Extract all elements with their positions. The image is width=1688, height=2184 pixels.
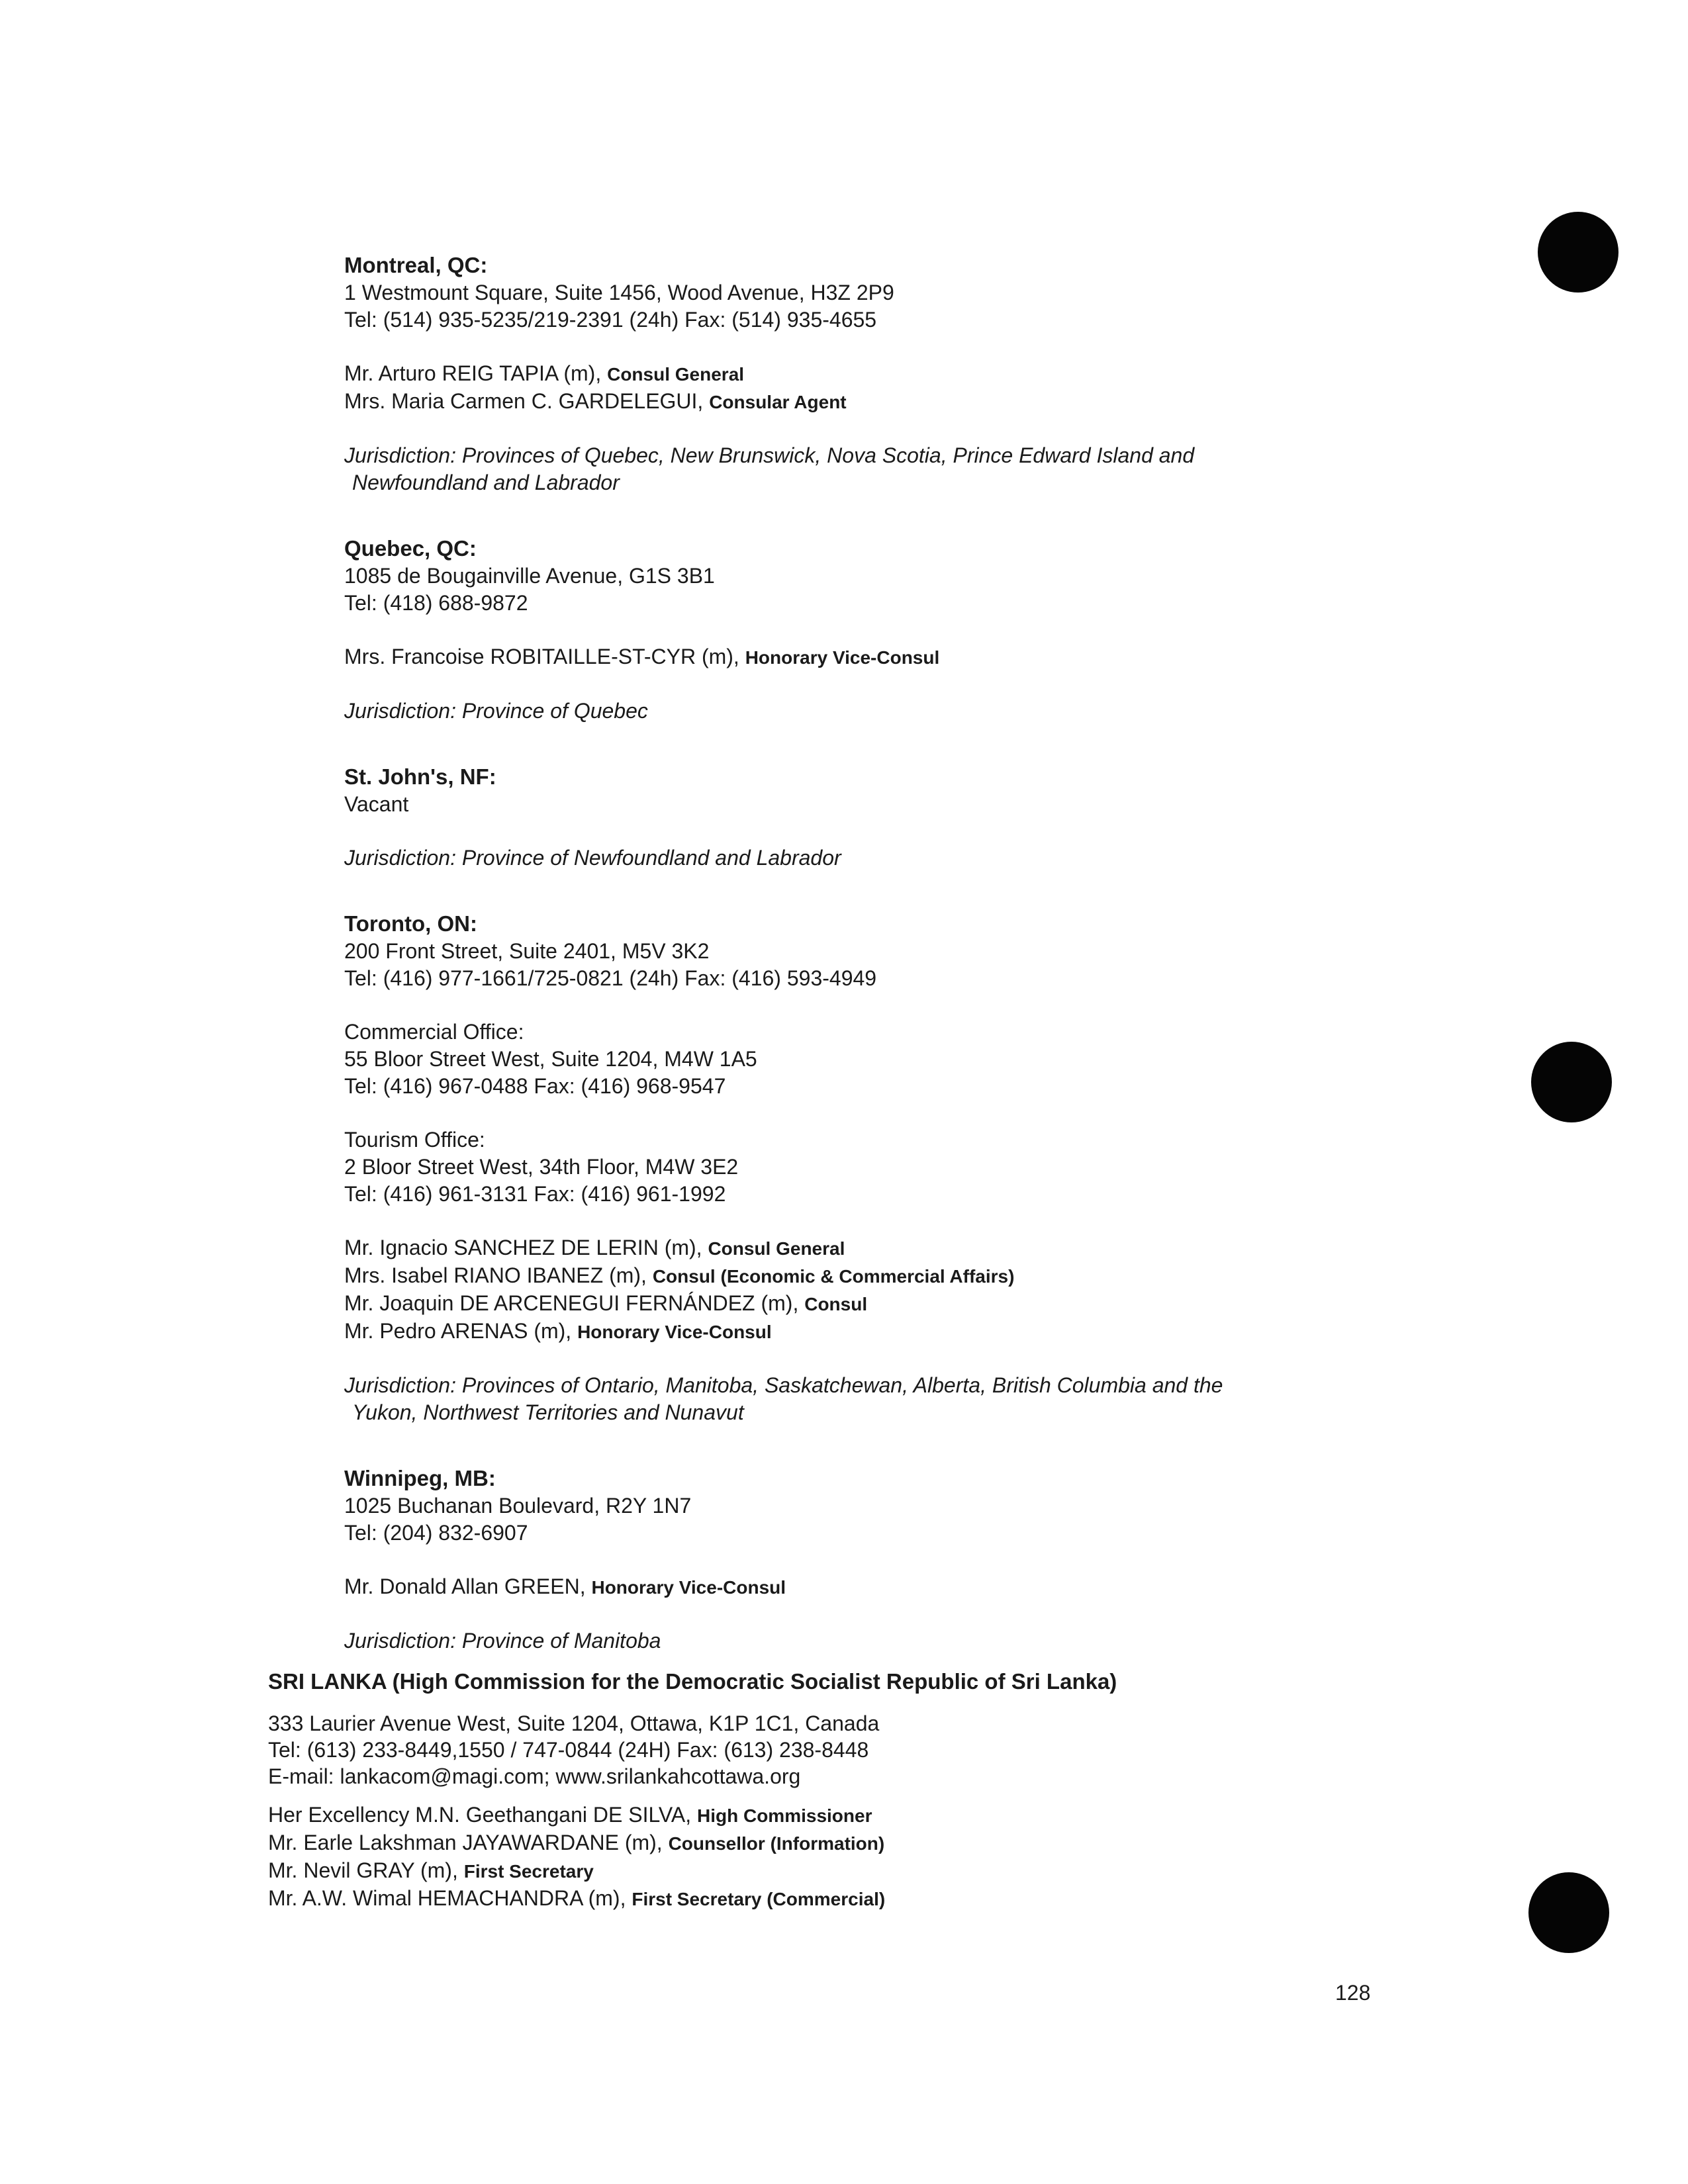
- officer-title: First Secretary: [463, 1861, 594, 1882]
- country-heading: SRI LANKA (High Commission for the Democratic Socialist Republic of Sri Lanka): [268, 1669, 1117, 1694]
- address-line: 1025 Buchanan Boulevard, R2Y 1N7: [344, 1494, 692, 1518]
- email-line: E-mail: lankacom@magi.com; www.srilankahcottawa.org: [268, 1764, 801, 1788]
- officer-name: Mr. Nevil GRAY (m),: [268, 1858, 464, 1882]
- office-quebec: [344, 535, 1470, 725]
- commercial-office-label: Commercial Office:: [344, 1020, 524, 1044]
- binder-hole: [1528, 1872, 1609, 1953]
- officer-list: [344, 1234, 1470, 1345]
- jurisdiction: [344, 1372, 1470, 1426]
- officer-entry: [344, 360, 1470, 388]
- officer-name: Mr. Earle Lakshman JAYAWARDANE (m),: [268, 1831, 669, 1854]
- consulate-list: [344, 251, 1470, 1693]
- officer-list: [344, 643, 1470, 671]
- phone-line: Tel: (514) 935-5235/219-2391 (24h) Fax: (514) 935-4655: [344, 308, 877, 332]
- officer-list: [344, 1573, 1470, 1601]
- officer-entry: [344, 643, 1470, 671]
- officer-title: First Secretary (Commercial): [632, 1889, 886, 1909]
- officer-entry: [344, 1234, 1470, 1262]
- office-city: St. John's, NF:: [344, 764, 496, 789]
- officer-title: Consul General: [607, 364, 745, 385]
- address-line: 55 Bloor Street West, Suite 1204, M4W 1A5: [344, 1047, 757, 1071]
- address-line: 1085 de Bougainville Avenue, G1S 3B1: [344, 564, 715, 588]
- officer-name: Mr. Arturo REIG TAPIA (m),: [344, 361, 608, 385]
- phone-line: Tel: (416) 977-1661/725-0821 (24h) Fax: (416) 593-4949: [344, 966, 877, 990]
- jurisdiction-line: Jurisdiction: Provinces of Quebec, New Brunswick, Nova Scotia, Prince Edward Island and: [344, 443, 1195, 467]
- officer-name: Mr. Pedro ARENAS (m),: [344, 1319, 578, 1343]
- officer-entry: [344, 1262, 1470, 1290]
- binder-hole: [1538, 212, 1618, 293]
- office-montreal: [344, 251, 1470, 496]
- address-line: Vacant: [344, 792, 409, 816]
- officer-title: Honorary Vice-Consul: [591, 1577, 786, 1598]
- officer-entry: [268, 1857, 1460, 1885]
- jurisdiction-line: Jurisdiction: Province of Newfoundland and Labrador: [344, 846, 841, 870]
- commercial-office: [344, 1019, 1470, 1100]
- officer-entry: [268, 1885, 1460, 1913]
- officer-title: Consul: [804, 1294, 868, 1314]
- officer-title: High Commissioner: [696, 1805, 872, 1826]
- jurisdiction-line: Newfoundland and Labrador: [352, 471, 620, 494]
- officer-entry: [268, 1801, 1460, 1829]
- officer-title: Honorary Vice-Consul: [577, 1322, 772, 1342]
- officer-entry: [344, 1318, 1470, 1345]
- officer-title: Honorary Vice-Consul: [745, 647, 940, 668]
- officer-entry: [344, 388, 1470, 416]
- officer-title: Consular Agent: [709, 392, 847, 412]
- officer-name: Mr. Joaquin DE ARCENEGUI FERNÁNDEZ (m),: [344, 1291, 805, 1315]
- country-section-sri-lanka: [268, 1668, 1460, 1913]
- phone-line: Tel: (416) 967-0488 Fax: (416) 968-9547: [344, 1074, 726, 1098]
- jurisdiction-line: Jurisdiction: Province of Manitoba: [344, 1629, 661, 1653]
- officer-title: Consul General: [708, 1238, 845, 1259]
- officer-name: Mr. Ignacio SANCHEZ DE LERIN (m),: [344, 1236, 708, 1259]
- jurisdiction: [344, 442, 1470, 496]
- office-city: Quebec, QC:: [344, 536, 477, 561]
- officer-name: Mr. A.W. Wimal HEMACHANDRA (m),: [268, 1886, 632, 1910]
- office-city: Toronto, ON:: [344, 911, 477, 936]
- phone-line: Tel: (204) 832-6907: [344, 1521, 528, 1545]
- officer-title: Consul (Economic & Commercial Affairs): [652, 1266, 1015, 1287]
- officer-name: Mrs. Maria Carmen C. GARDELEGUI,: [344, 389, 710, 413]
- officer-list: [344, 360, 1470, 416]
- officer-name: Mrs. Francoise ROBITAILLE-ST-CYR (m),: [344, 645, 745, 668]
- officer-name: Mr. Donald Allan GREEN,: [344, 1574, 592, 1598]
- officer-entry: [268, 1829, 1460, 1857]
- binder-hole: [1531, 1042, 1612, 1122]
- jurisdiction-line: Jurisdiction: Provinces of Ontario, Manitoba, Saskatchewan, Alberta, British Columbia and the: [344, 1373, 1223, 1397]
- officer-entry: [344, 1290, 1470, 1318]
- office-city: Montreal, QC:: [344, 253, 488, 277]
- officer-name: Mrs. Isabel RIANO IBANEZ (m),: [344, 1263, 653, 1287]
- office-winnipeg: [344, 1465, 1470, 1655]
- page-number: 128: [1335, 1981, 1371, 2005]
- jurisdiction-line: Yukon, Northwest Territories and Nunavut: [352, 1400, 744, 1424]
- phone-line: Tel: (418) 688-9872: [344, 591, 528, 615]
- office-city: Winnipeg, MB:: [344, 1466, 496, 1490]
- address-line: 2 Bloor Street West, 34th Floor, M4W 3E2: [344, 1155, 739, 1179]
- officer-name: Her Excellency M.N. Geethangani DE SILVA,: [268, 1803, 697, 1827]
- phone-line: Tel: (613) 233-8449,1550 / 747-0844 (24H) Fax: (613) 238-8448: [268, 1738, 869, 1762]
- address-line: 333 Laurier Avenue West, Suite 1204, Ottawa, K1P 1C1, Canada: [268, 1711, 880, 1735]
- tourism-office: [344, 1126, 1470, 1208]
- officer-title: Counsellor (Information): [668, 1833, 885, 1854]
- address-line: 1 Westmount Square, Suite 1456, Wood Avenue, H3Z 2P9: [344, 281, 894, 304]
- tourism-office-label: Tourism Office:: [344, 1128, 485, 1152]
- jurisdiction: [344, 1627, 1470, 1655]
- jurisdiction: [344, 698, 1470, 725]
- officer-entry: [344, 1573, 1470, 1601]
- jurisdiction: [344, 844, 1470, 872]
- jurisdiction-line: Jurisdiction: Province of Quebec: [344, 699, 648, 723]
- office-toronto: [344, 910, 1470, 1426]
- officer-list: [268, 1801, 1460, 1913]
- phone-line: Tel: (416) 961-3131 Fax: (416) 961-1992: [344, 1182, 726, 1206]
- office-st-johns: [344, 763, 1470, 872]
- address-line: 200 Front Street, Suite 2401, M5V 3K2: [344, 939, 710, 963]
